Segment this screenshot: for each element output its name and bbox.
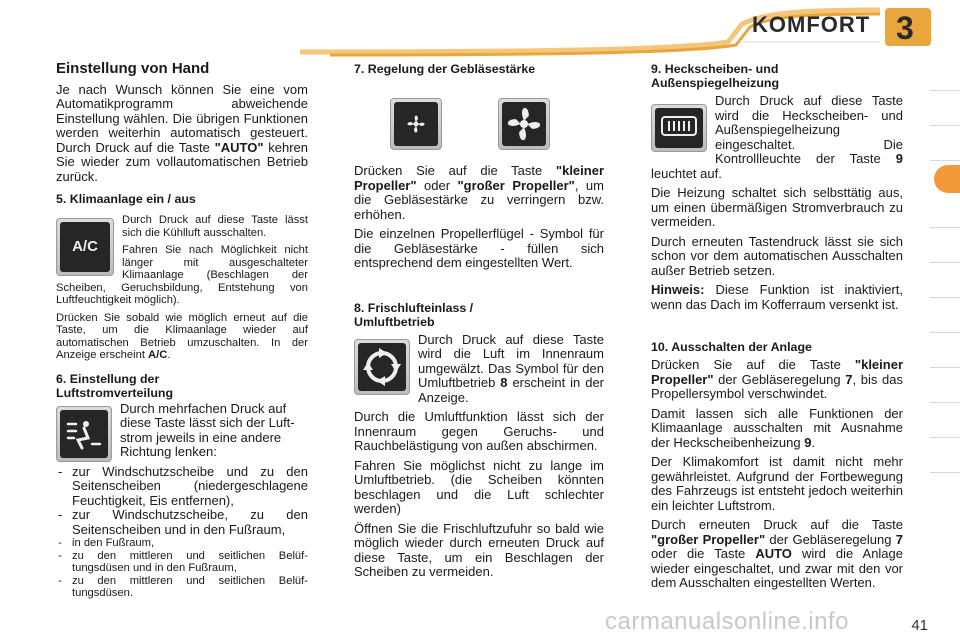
section-5-p3-key: A/C xyxy=(148,349,168,361)
section-9-p2: Die Heizung schaltet sich selbsttätig aus, um einen übermäßigen Stromverbrauch zu vermeiden. xyxy=(651,185,903,229)
list-item: - zur Windschutzscheibe und zu den Seitenscheiben (niedergeschlagene Feuchtigkeit, Eis entfernen), xyxy=(56,465,308,509)
note-label: Hinweis: xyxy=(651,282,705,297)
section-title-manual: Einstellung von Hand xyxy=(56,60,210,77)
intro-text-end: kehren Sie wieder zum vollautomatischen Betrieb zurück. xyxy=(56,139,308,184)
section-10-p4-mid: der Gebläseregelung xyxy=(765,531,896,547)
chapter-tab[interactable] xyxy=(930,60,960,91)
chapter-tab[interactable] xyxy=(930,337,960,368)
fan-buttons xyxy=(390,98,604,150)
section-6-title xyxy=(56,372,308,400)
page-title: KOMFORT xyxy=(752,12,871,37)
list-item: - zur Windschutzscheibe, zu den Seitenscheiben und in den Fußraum, xyxy=(56,508,308,537)
key-small-propeller: "kleiner Propeller" xyxy=(354,163,604,193)
list-item: - in den Fußraum, xyxy=(56,537,308,550)
chapter-tabs xyxy=(930,60,960,477)
section-9-p1-end: leuchtet auf. xyxy=(651,165,722,181)
column-left xyxy=(56,62,308,600)
section-10-p4-num: 7 xyxy=(895,531,903,547)
section-8-title xyxy=(354,301,604,329)
section-8-p3: Fahren Sie möglichst nicht zu lange im Umluftbetrieb. (die Scheiben könnten beschlagen und die Luft schlechter werden) xyxy=(354,457,604,516)
section-8-p4: Öffnen Sie die Frischluftzufuhr so bald wie möglich wieder durch erneuten Druck auf diese Taste, um ein Beschlagen der Scheiben zu vermeiden. xyxy=(354,520,604,579)
key-auto: AUTO xyxy=(755,546,792,561)
section-9-title-line2: Außenspiegelheizung xyxy=(651,76,780,90)
section-8-p2: Durch die Umluftfunktion lässt sich der Innenraum gegen Geruchs- und Rauchbelästigung von außen abschirmen. xyxy=(354,409,604,453)
chapter-tab[interactable] xyxy=(930,372,960,403)
chapter-tab[interactable] xyxy=(930,442,960,473)
chapter-tab[interactable] xyxy=(930,130,960,161)
air-direction-list xyxy=(56,465,308,600)
watermark: carmanualsonline.info xyxy=(605,608,849,635)
section-10-p2-end: . xyxy=(811,434,816,450)
intro-paragraph xyxy=(56,83,308,185)
section-8-title-line2: Umluftbetrieb xyxy=(354,314,435,329)
section-10-p1-mid: der Gebläseregelung xyxy=(713,371,846,387)
air-distribution-icon xyxy=(64,414,104,454)
section-9-note xyxy=(651,283,903,312)
section-7-p1-text: Drücken Sie auf die Taste xyxy=(354,163,556,178)
section-10-p3: Der Klimakomfort ist damit nicht mehr gewährleistet. Aufgrund der Fortbewegung des Fahrzeugs ist entsteht jedoch weiterhin ein leichter Luftstrom. xyxy=(651,454,903,513)
list-item: - zu den mittleren und seitlichen Belüftungsdüsen. xyxy=(56,575,308,600)
ac-label-icon: A/C xyxy=(60,222,110,272)
section-9-title-line1: 9. Heckscheiben- und xyxy=(651,62,779,76)
intro-text: Je nach Wunsch können Sie eine vom Automatikprogramm abweichende Einstellung wählen. Die übrigen Funktionen werden weiterhin automatisch gesteuert. Durch Druck auf die Taste xyxy=(56,81,308,155)
section-10-p4-text: Durch erneuten Druck auf die Taste xyxy=(651,517,903,532)
chapter-tab-active[interactable] xyxy=(934,165,960,193)
chapter-tab[interactable] xyxy=(930,407,960,438)
section-10-p1-text: Drücken Sie auf die Taste xyxy=(651,357,855,372)
section-5-p2: Fahren Sie nach Möglichkeit nicht länger mit ausgeschalteter Klimaanlage (Beschlagen der Scheiben, Geruchsbildung, Entstehung von Luftfeuchtigkeit möglich). xyxy=(56,244,308,306)
note-text: Diese Funktion ist inaktiviert, wenn das Dach im Kofferraum versenkt ist. xyxy=(651,282,903,312)
page-number: 41 xyxy=(911,617,928,634)
section-10-title: 10. Ausschalten der Anlage xyxy=(651,340,812,354)
section-5-p3-text: Drücken Sie sobald wie möglich erneut auf die Taste, um die Klimaanlage wieder auf automatischen Betrieb umzuschalten. In der Anzeige erscheint xyxy=(56,311,308,361)
chapter-number: 3 xyxy=(896,10,914,46)
recirculation-button-icon xyxy=(354,339,410,395)
section-10-p2-key: 9 xyxy=(804,434,812,450)
section-9-p3: Durch erneuten Tastendruck lässt sie sich schon vor dem automatischen Ausschalten außer Betrieb setzen. xyxy=(651,233,903,278)
section-7-p2: Die einzelnen Propellerflügel - Symbol für die Gebläsestärke - füllen sich entsprechend dem eingestellten Wert. xyxy=(354,226,604,270)
chapter-tab[interactable] xyxy=(930,302,960,333)
column-middle xyxy=(354,62,604,585)
section-7-p1 xyxy=(354,164,604,222)
air-distribution-button-icon xyxy=(56,406,112,462)
section-10-p4-mid2: oder die Taste xyxy=(651,546,756,561)
key-large-propeller: "großer Propeller" xyxy=(651,531,766,547)
section-10-p4 xyxy=(651,518,903,591)
large-fan-button-icon xyxy=(498,98,550,150)
intro-key-auto: "AUTO" xyxy=(214,139,264,155)
section-5-title: 5. Klimaanlage ein / aus xyxy=(56,192,196,206)
chapter-tab[interactable] xyxy=(930,95,960,126)
chapter-tab[interactable] xyxy=(930,232,960,263)
chapter-tab[interactable] xyxy=(930,267,960,298)
section-7-title: 7. Regelung der Gebläsestärke xyxy=(354,62,536,76)
key-large-propeller: "großer Propeller" xyxy=(457,177,575,193)
chapter-tab[interactable] xyxy=(930,197,960,228)
section-10-p2-text: Damit lassen sich alle Funktionen der Klimaanlage ausschalten mit Ausnahme der Heckscheibenheizung xyxy=(651,405,903,450)
recirculation-icon xyxy=(362,347,402,387)
section-8-p1-key: 8 xyxy=(500,375,508,390)
section-8-p1-end: erscheint in der Anzeige. xyxy=(418,375,604,405)
section-5-p1: Durch Druck auf diese Taste lässt sich die Kühlluft ausschalten. xyxy=(122,214,308,239)
section-10-p1 xyxy=(651,358,903,402)
section-7-p1-mid: oder xyxy=(416,177,458,193)
list-item: - zu den mittleren und seitlichen Belüftungsdüsen und in den Fußraum, xyxy=(56,550,308,575)
section-9-p1-key: 9 xyxy=(895,151,903,166)
section-8-p1-text: Durch Druck auf diese Taste wird die Luft im Innenraum umgewälzt. Das Symbol für den Umluftbetrieb xyxy=(418,331,604,390)
section-10-p2 xyxy=(651,407,903,451)
section-7-p1-end: , um die Gebläsestärke zu verringern bzw. erhöhen. xyxy=(354,177,604,222)
small-fan-button-icon xyxy=(390,98,442,150)
key-small-propeller: "kleiner Propeller" xyxy=(651,357,903,387)
section-6-p1: Durch mehrfachen Druck auf diese Taste lässt sich der Luftstrom jeweils in eine andere Richtung lenken: xyxy=(120,400,295,459)
section-9-p1-text: Durch Druck auf diese Taste wird die Heckscheiben- und Außenspiegelheizung eingeschaltet. Die Kontrollleuchte der Taste xyxy=(715,93,903,166)
section-5-p3-end: . xyxy=(167,349,171,361)
rear-defrost-button-icon xyxy=(651,104,707,152)
section-9-title xyxy=(651,62,903,90)
section-10-p1-num: 7 xyxy=(845,371,853,387)
section-8-title-line1: 8. Frischlufteinlass / xyxy=(354,300,474,315)
section-5-p3 xyxy=(56,312,308,362)
rear-window-heating-icon xyxy=(659,113,699,143)
section-6-title-line1: 6. Einstellung der xyxy=(56,371,160,386)
column-right xyxy=(651,62,903,596)
section-10-p1-end: , bis das Propellersymbol verschwindet. xyxy=(651,371,903,401)
small-propeller-icon xyxy=(403,111,429,137)
ac-button-icon xyxy=(56,218,114,276)
large-propeller-icon xyxy=(503,103,545,145)
section-10-p4-end: wird die Anlage wieder eingeschaltet, und zwar mit den vor dem Ausschalten eingestellten Werten. xyxy=(651,546,903,590)
section-6-title-line2: Luftstromverteilung xyxy=(56,385,174,400)
